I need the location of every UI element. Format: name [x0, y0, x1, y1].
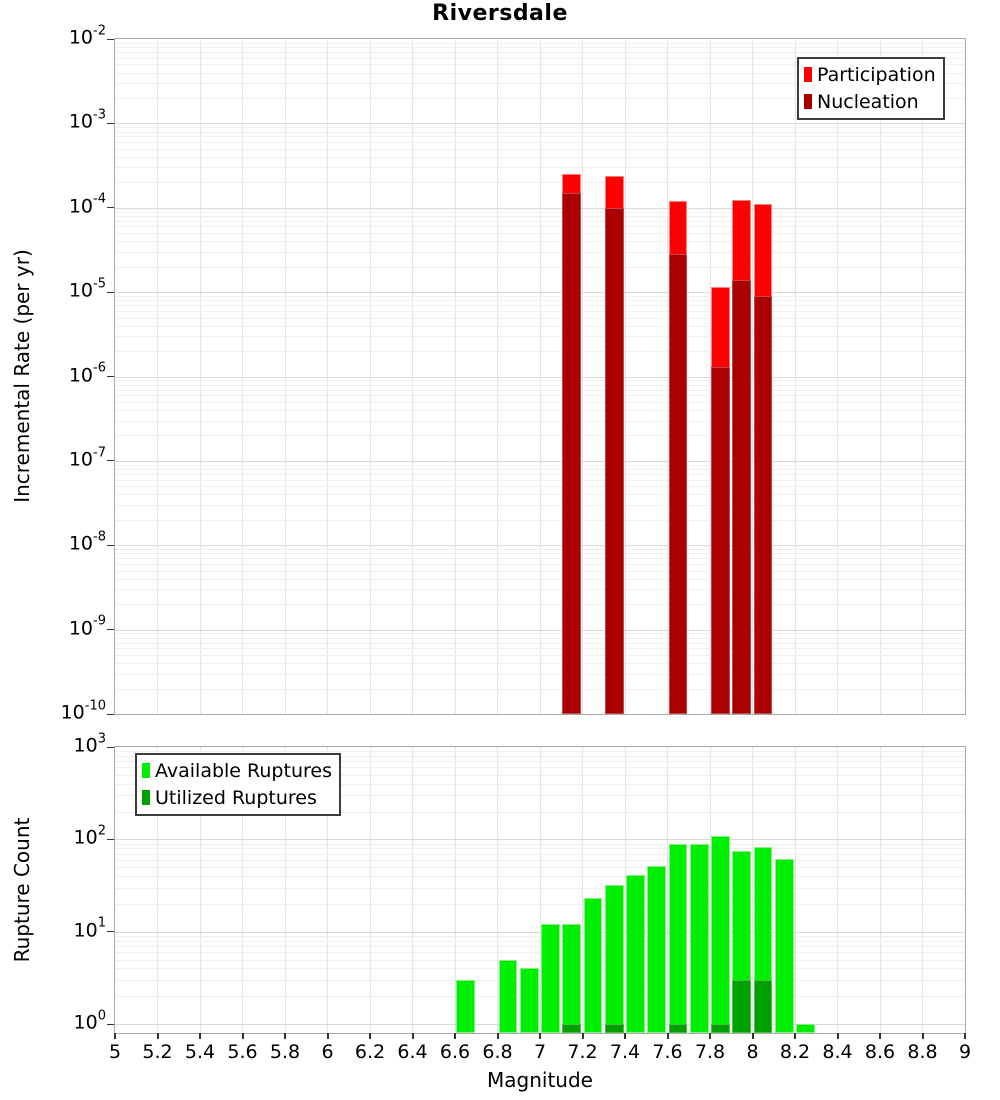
horizontal-gridline-minor	[115, 402, 965, 403]
utilized-ruptures-bar	[562, 1024, 581, 1033]
available-ruptures-bar	[796, 1024, 815, 1033]
rate-panel	[114, 38, 966, 715]
available-ruptures-bar	[605, 885, 624, 1033]
legend-item	[804, 61, 936, 88]
horizontal-gridline-minor	[115, 300, 965, 301]
y-tick-label: $10^{-2}$	[68, 23, 106, 49]
horizontal-gridline-minor	[115, 968, 965, 969]
horizontal-gridline-minor	[115, 655, 965, 656]
horizontal-gridline-minor	[115, 480, 965, 481]
vertical-gridline	[412, 747, 413, 1033]
y-tick-label: $10^{-3}$	[68, 107, 106, 134]
vertical-gridline	[837, 747, 838, 1033]
horizontal-gridline-minor	[115, 952, 965, 953]
y-tick-label: $10^{-7}$	[68, 445, 106, 471]
y-tick	[107, 714, 114, 715]
y-tick	[107, 376, 114, 377]
legend-label: Participation	[817, 63, 936, 86]
x-tick	[879, 1033, 881, 1039]
horizontal-gridline-minor	[115, 127, 965, 128]
horizontal-gridline-major	[115, 123, 965, 124]
y-tick	[107, 460, 114, 461]
horizontal-gridline-minor	[115, 167, 965, 168]
horizontal-gridline-minor	[115, 226, 965, 227]
horizontal-gridline-minor	[115, 689, 965, 690]
horizontal-gridline-minor	[115, 663, 965, 664]
horizontal-gridline-major	[115, 1024, 965, 1025]
legend-swatch-icon	[804, 67, 812, 82]
horizontal-gridline-minor	[115, 876, 965, 877]
x-tick-label: 8.2	[779, 1041, 811, 1063]
x-tick	[454, 1033, 456, 1039]
y-tick-label: $10^0$	[73, 1008, 106, 1034]
legend-swatch-icon	[804, 94, 812, 109]
nucleation-bar	[605, 208, 624, 714]
available-ruptures-bar	[690, 844, 709, 1033]
x-tick-label: 6.4	[397, 1041, 428, 1063]
horizontal-gridline-minor	[115, 980, 965, 981]
nucleation-bar	[732, 280, 751, 714]
x-tick	[539, 1033, 541, 1039]
horizontal-gridline-minor	[115, 43, 965, 44]
horizontal-gridline-minor	[115, 395, 965, 396]
horizontal-gridline-major	[115, 292, 965, 293]
horizontal-gridline-minor	[115, 410, 965, 411]
vertical-gridline	[795, 747, 796, 1033]
horizontal-gridline-minor	[115, 867, 965, 868]
x-tick	[582, 1033, 584, 1039]
horizontal-gridline-minor	[115, 252, 965, 253]
y-tick-label: $10^{-10}$	[60, 698, 106, 724]
x-tick-label: 6.6	[439, 1041, 471, 1063]
count-y-axis-label: Rupture Count	[10, 817, 34, 963]
x-tick-label: 7.8	[694, 1041, 726, 1063]
horizontal-gridline-minor	[115, 520, 965, 521]
horizontal-gridline-minor	[115, 564, 965, 565]
x-tick	[284, 1033, 286, 1039]
x-tick-label: 7.6	[652, 1041, 683, 1063]
horizontal-gridline-minor	[115, 486, 965, 487]
x-tick	[412, 1033, 414, 1039]
x-tick-label: 8	[746, 1041, 759, 1063]
horizontal-gridline-minor	[115, 142, 965, 143]
horizontal-gridline-minor	[115, 589, 965, 590]
horizontal-gridline-minor	[115, 149, 965, 150]
horizontal-gridline-minor	[115, 996, 965, 997]
y-tick-label: $10^{-4}$	[68, 192, 106, 218]
horizontal-gridline-minor	[115, 904, 965, 905]
horizontal-gridline-minor	[115, 643, 965, 644]
available-ruptures-bar	[584, 898, 603, 1033]
nucleation-bar	[669, 254, 688, 714]
horizontal-gridline-minor	[115, 674, 965, 675]
rate-y-axis-label: Incremental Rate (per yr)	[10, 249, 34, 503]
x-tick-label: 6	[321, 1041, 334, 1063]
horizontal-gridline-minor	[115, 494, 965, 495]
available-ruptures-bar	[562, 924, 581, 1033]
x-tick	[242, 1033, 244, 1039]
legend-item	[804, 88, 936, 115]
horizontal-gridline-minor	[115, 854, 965, 855]
horizontal-gridline-minor	[115, 553, 965, 554]
horizontal-gridline-minor	[115, 844, 965, 845]
utilized-ruptures-bar	[605, 1024, 624, 1033]
horizontal-gridline-minor	[115, 941, 965, 942]
horizontal-gridline-minor	[115, 326, 965, 327]
horizontal-gridline-minor	[115, 52, 965, 53]
horizontal-gridline-minor	[115, 385, 965, 386]
y-tick	[107, 747, 114, 748]
y-tick-label: $10^3$	[73, 731, 106, 757]
legend-item	[142, 784, 332, 811]
horizontal-gridline-minor	[115, 549, 965, 550]
utilized-ruptures-bar	[732, 980, 751, 1033]
x-tick	[369, 1033, 371, 1039]
horizontal-gridline-minor	[115, 465, 965, 466]
horizontal-gridline-major	[115, 839, 965, 840]
vertical-gridline	[922, 747, 923, 1033]
y-tick-label: $10^{-6}$	[68, 360, 106, 387]
legend-swatch-icon	[142, 790, 150, 805]
y-tick-label: $10^1$	[73, 916, 106, 942]
y-tick	[107, 207, 114, 208]
x-tick	[327, 1033, 329, 1039]
utilized-ruptures-bar	[754, 980, 773, 1033]
y-tick	[107, 545, 114, 546]
x-tick	[624, 1033, 626, 1039]
x-tick	[114, 1033, 116, 1039]
horizontal-gridline-minor	[115, 421, 965, 422]
horizontal-gridline-major	[115, 630, 965, 631]
horizontal-gridline-minor	[115, 633, 965, 634]
utilized-ruptures-bar	[711, 1024, 730, 1033]
horizontal-gridline-minor	[115, 946, 965, 947]
available-ruptures-bar	[711, 836, 730, 1033]
nucleation-bar	[754, 296, 773, 714]
horizontal-gridline-major	[115, 545, 965, 546]
available-ruptures-bar	[647, 866, 666, 1033]
horizontal-gridline-minor	[115, 305, 965, 306]
horizontal-gridline-minor	[115, 571, 965, 572]
available-ruptures-bar	[541, 924, 560, 1033]
available-ruptures-bar	[520, 968, 539, 1033]
y-tick	[107, 931, 114, 932]
horizontal-gridline-major	[115, 208, 965, 209]
horizontal-gridline-minor	[115, 390, 965, 391]
x-tick-label: 7.2	[567, 1041, 598, 1063]
x-tick	[752, 1033, 754, 1039]
x-tick	[497, 1033, 499, 1039]
horizontal-gridline-minor	[115, 648, 965, 649]
x-tick-label: 8.6	[864, 1041, 896, 1063]
horizontal-gridline-minor	[115, 233, 965, 234]
horizontal-gridline-minor	[115, 860, 965, 861]
legend-item	[142, 757, 332, 784]
x-tick	[794, 1033, 796, 1039]
available-ruptures-bar	[499, 960, 518, 1033]
horizontal-gridline-minor	[115, 960, 965, 961]
x-tick-label: 5.6	[227, 1041, 258, 1063]
vertical-gridline	[370, 747, 371, 1033]
y-tick	[107, 1024, 114, 1025]
horizontal-gridline-minor	[115, 311, 965, 312]
x-tick-label: 7	[533, 1041, 547, 1063]
x-tick-label: 5.2	[142, 1041, 173, 1063]
horizontal-gridline-minor	[115, 936, 965, 937]
horizontal-gridline-minor	[115, 469, 965, 470]
y-tick-label: $10^{-8}$	[68, 529, 106, 555]
x-tick-label: 8.4	[822, 1041, 853, 1063]
available-ruptures-bar	[456, 980, 475, 1033]
horizontal-gridline-minor	[115, 221, 965, 222]
x-tick-label: 8.8	[907, 1041, 938, 1063]
x-tick	[667, 1033, 669, 1039]
legend-label: Available Ruptures	[155, 759, 332, 782]
horizontal-gridline-minor	[115, 318, 965, 319]
horizontal-gridline-minor	[115, 212, 965, 213]
legend-label: Utilized Ruptures	[155, 786, 317, 809]
x-tick-label: 6.2	[354, 1041, 386, 1063]
chart-title: Riversdale	[432, 1, 568, 26]
x-tick	[837, 1033, 839, 1039]
horizontal-gridline-minor	[115, 241, 965, 242]
x-tick-label: 5.8	[269, 1041, 301, 1063]
horizontal-gridline-minor	[115, 579, 965, 580]
horizontal-gridline-minor	[115, 47, 965, 48]
y-tick	[107, 39, 114, 40]
x-tick	[199, 1033, 201, 1039]
horizontal-gridline-minor	[115, 182, 965, 183]
horizontal-gridline-minor	[115, 136, 965, 137]
horizontal-gridline-minor	[115, 505, 965, 506]
y-tick-label: $10^{-9}$	[68, 614, 106, 640]
nucleation-bar	[711, 367, 730, 714]
nucleation-bar	[562, 193, 581, 714]
horizontal-gridline-minor	[115, 638, 965, 639]
y-tick	[107, 292, 114, 293]
horizontal-gridline-minor	[115, 558, 965, 559]
count-legend	[135, 753, 341, 816]
horizontal-gridline-major	[115, 461, 965, 462]
x-tick-label: 6.8	[482, 1041, 513, 1063]
horizontal-gridline-minor	[115, 267, 965, 268]
horizontal-gridline-minor	[115, 888, 965, 889]
y-tick	[107, 629, 114, 630]
x-tick	[709, 1033, 711, 1039]
y-tick	[107, 839, 114, 840]
x-tick	[964, 1033, 966, 1039]
horizontal-gridline-minor	[115, 848, 965, 849]
available-ruptures-bar	[775, 859, 794, 1033]
utilized-ruptures-bar	[669, 1024, 688, 1033]
horizontal-gridline-minor	[115, 351, 965, 352]
horizontal-gridline-major	[115, 932, 965, 933]
y-tick	[107, 123, 114, 124]
horizontal-gridline-minor	[115, 380, 965, 381]
legend-swatch-icon	[142, 763, 150, 778]
x-tick-label: 5	[108, 1041, 122, 1063]
x-tick-label: 9	[958, 1041, 972, 1063]
horizontal-gridline-minor	[115, 435, 965, 436]
horizontal-gridline-minor	[115, 336, 965, 337]
available-ruptures-bar	[669, 844, 688, 1033]
x-axis-label: Magnitude	[487, 1068, 593, 1092]
horizontal-gridline-minor	[115, 132, 965, 133]
horizontal-gridline-minor	[115, 157, 965, 158]
horizontal-gridline-minor	[115, 296, 965, 297]
vertical-gridline	[880, 747, 881, 1033]
horizontal-gridline-minor	[115, 216, 965, 217]
x-tick-label: 7.4	[609, 1041, 641, 1063]
rate-legend	[797, 57, 945, 120]
x-tick-label: 5.4	[184, 1041, 216, 1063]
horizontal-gridline-minor	[115, 604, 965, 605]
y-tick-label: $10^{-5}$	[68, 276, 106, 302]
available-ruptures-bar	[626, 875, 645, 1033]
y-tick-label: $10^2$	[73, 823, 106, 850]
x-tick	[922, 1033, 924, 1039]
horizontal-gridline-minor	[115, 474, 965, 475]
x-tick	[157, 1033, 159, 1039]
legend-label: Nucleation	[817, 90, 919, 113]
horizontal-gridline-major	[115, 377, 965, 378]
